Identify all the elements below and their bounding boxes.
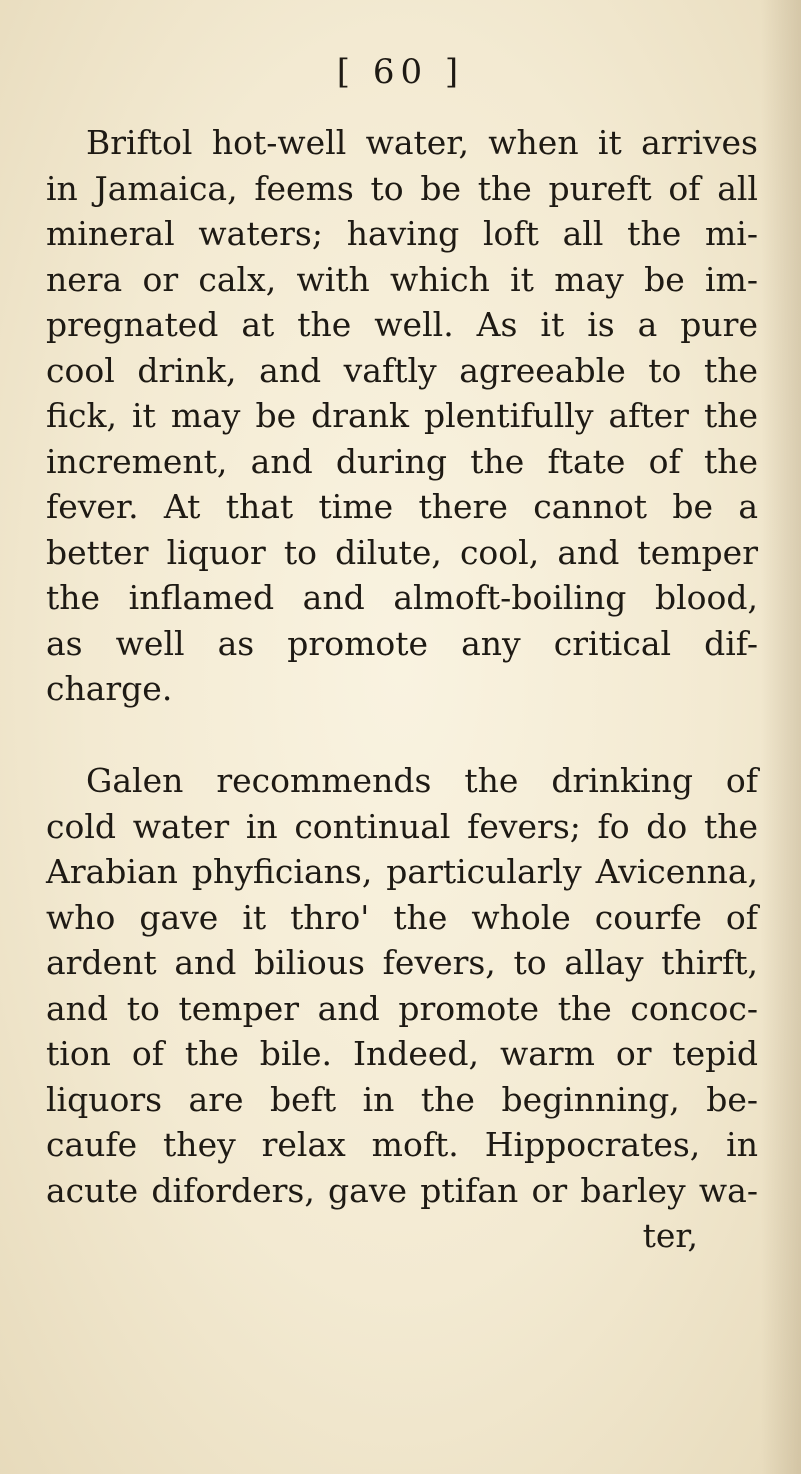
text-line: increment, and during the ftate of the [46, 441, 758, 481]
page-number: [ 60 ] [336, 52, 465, 92]
text-line: ardent and bilious fevers, to allay thirft, [46, 943, 758, 982]
text-line: and to temper and promote the concoc- [46, 988, 758, 1028]
paragraph-1 [46, 120, 758, 712]
text-line: better liquor to dilute, cool, and temper [46, 532, 758, 572]
text-line: nera or calx, with which it may be im- [46, 259, 758, 299]
text-line: in Jamaica, feems to be the pureft of all [46, 168, 758, 208]
text-line: as well as promote any critical dif- [46, 623, 758, 663]
text-line: caufe they relax moft. Hippocrates, in [46, 1125, 758, 1164]
text-line: cold water in continual fevers; fo do the [46, 806, 758, 846]
text-line: Arabian phyficians, particularly Avicenna, [46, 852, 758, 891]
text-line: the inflamed and almoft-boiling blood, [46, 578, 758, 617]
text-line: who gave it thro' the whole courfe of [46, 897, 758, 937]
text-line: cool drink, and vaftly agreeable to the [46, 350, 758, 390]
text-line: liquors are beft in the beginning, be- [46, 1079, 758, 1119]
text-line: pregnated at the well. As it is a pure [46, 305, 758, 344]
text-line: acute diforders, gave ptifan or barley wa- [46, 1170, 758, 1210]
text-line: mineral waters; having loft all the mi- [46, 214, 758, 253]
page-edge-shadow [761, 0, 801, 1474]
text-line: fever. At that time there cannot be a [46, 487, 758, 526]
paragraph-2 [46, 758, 758, 1259]
catchword: ter, [642, 1216, 698, 1255]
text-line: Galen recommends the drinking of [86, 761, 758, 800]
text-line: Briftol hot-well water, when it arrives [86, 123, 758, 162]
text-line: tion of the bile. Indeed, warm or tepid [46, 1034, 758, 1073]
text-line: charge. [46, 669, 173, 708]
text-line: fick, it may be drank plentifully after the [46, 396, 758, 435]
